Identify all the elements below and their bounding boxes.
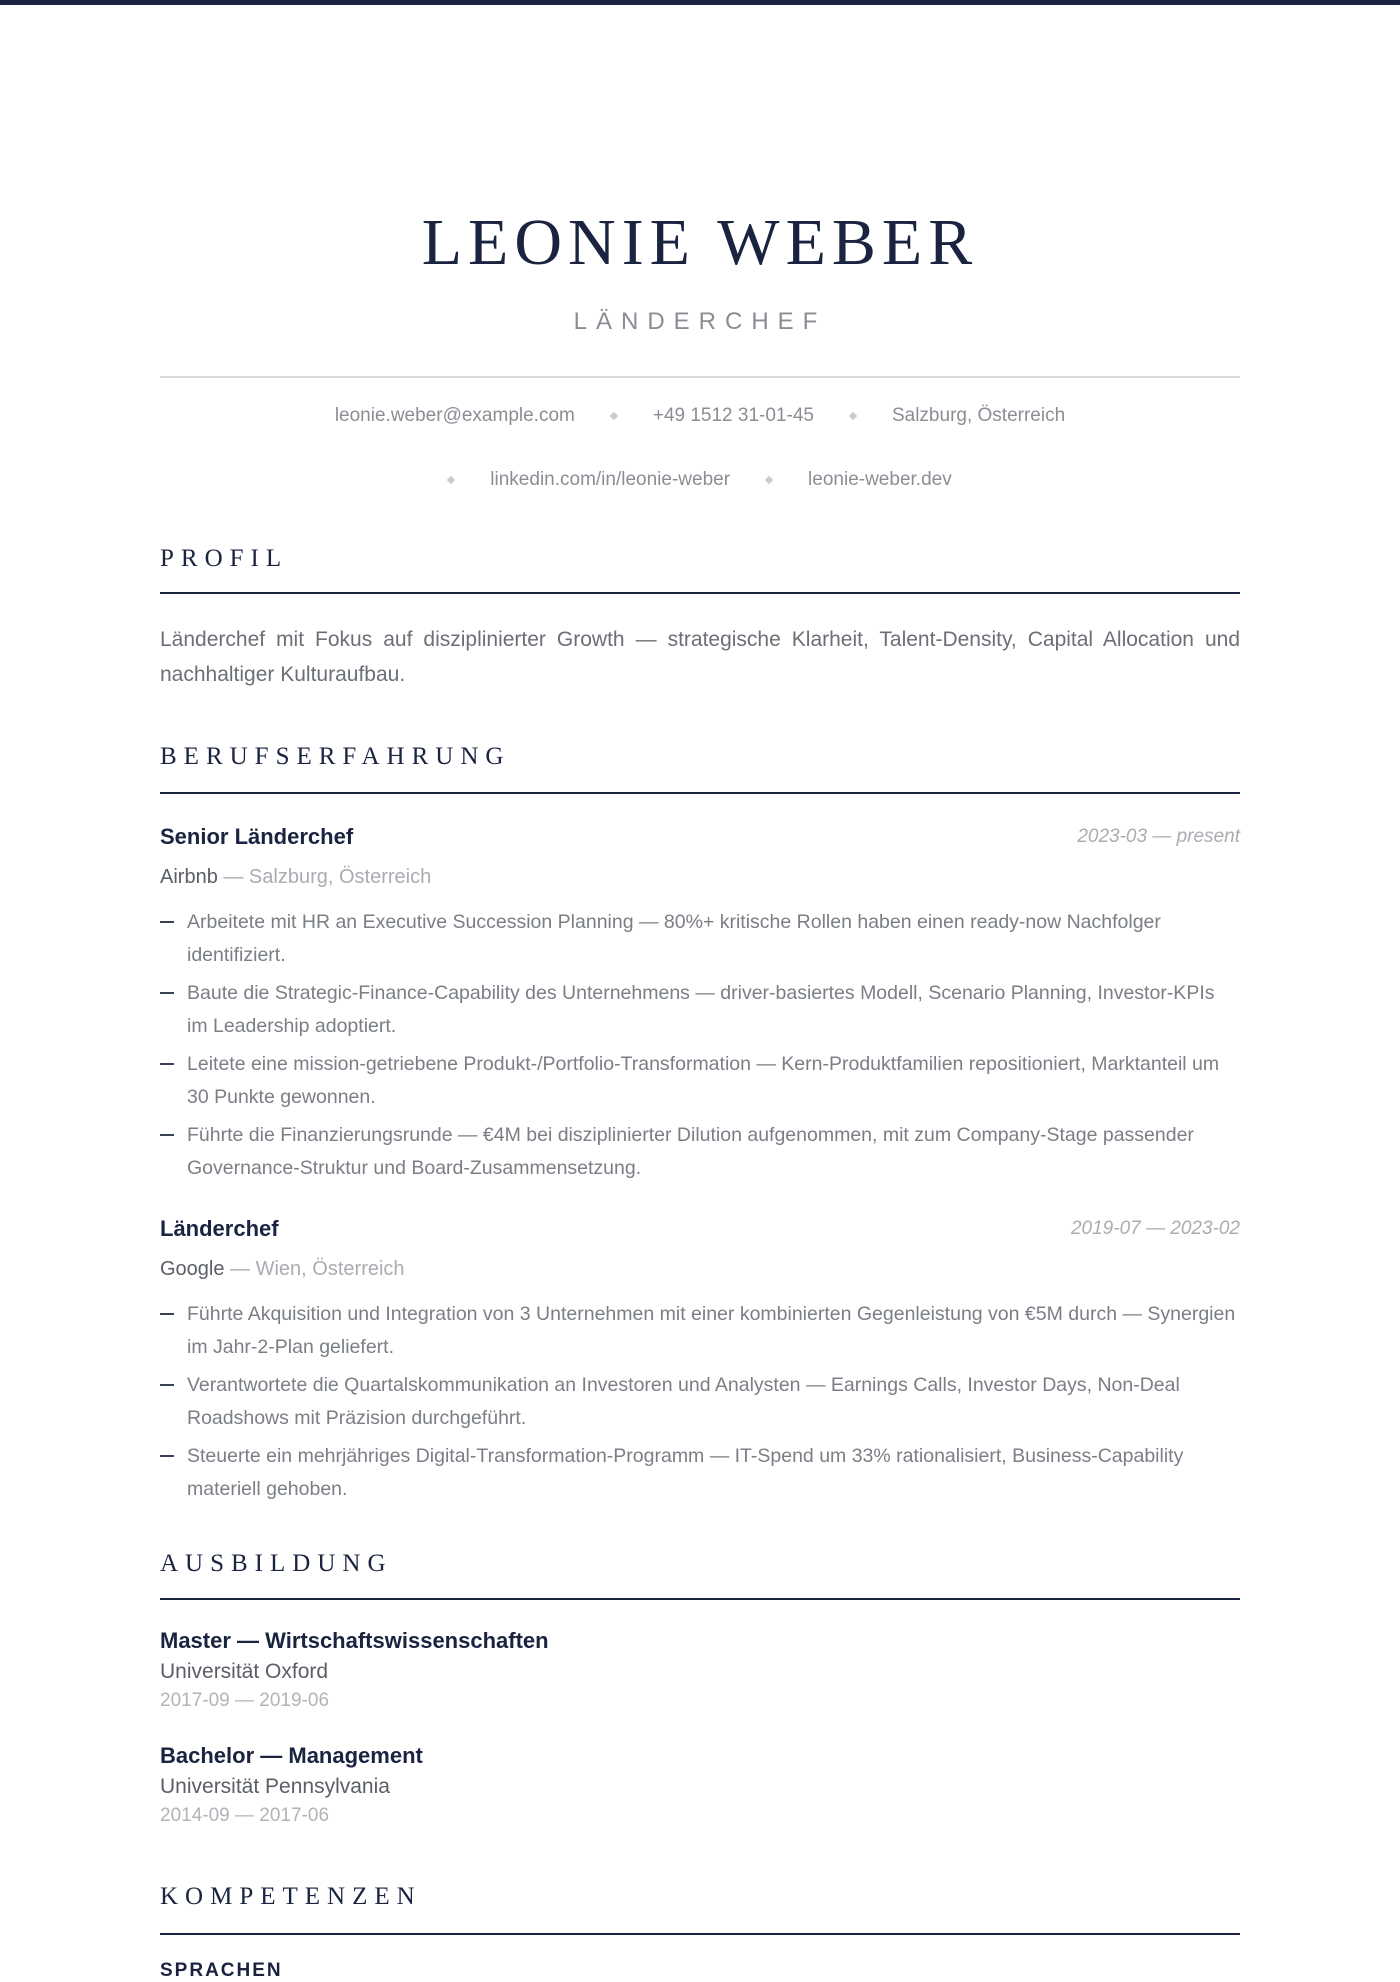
skills-languages-heading: SPRACHEN (160, 1960, 283, 1981)
job-bullet-text: Führte die Finanzierungsrunde — €4M bei disziplinierter Dilution aufgenommen, mit zum Company-Stage passender Governance-Struktur und Board-Zusammensetzung. (187, 1124, 1194, 1179)
job-bullet (160, 977, 1240, 1043)
header-divider (160, 376, 1240, 378)
candidate-name: LEONIE WEBER (421, 206, 979, 279)
job-organization (160, 866, 1240, 896)
job-location: — Wien, Österreich (224, 1258, 405, 1280)
dash-bullet-icon (160, 1063, 174, 1065)
contact-linkedin-link[interactable]: linkedin.com/in/leonie-weber (490, 469, 731, 490)
section-title-experience: BERUFSERFAHRUNG (160, 743, 511, 770)
separator-diamond-icon (849, 412, 857, 420)
section-title-education: AUSBILDUNG (160, 1550, 393, 1577)
dash-bullet-icon (160, 1384, 174, 1386)
job-bullet-text: Verantwortete die Quartalskommunikation an Investoren und Analysten — Earnings Calls, Investor Days, Non-Deal Roadshows mit Präzision durchgeführt. (187, 1374, 1180, 1429)
section-divider (160, 792, 1240, 794)
contact-website-link[interactable]: leonie-weber.dev (808, 469, 952, 490)
contact-row-primary (160, 405, 1240, 427)
job-bullet-text: Leitete eine mission-getriebene Produkt-/Portfolio-Transformation — Kern-Produktfamilien repositioniert, Marktanteil um 30 Punkte gewonnen. (187, 1053, 1220, 1108)
job-organization (160, 1258, 1240, 1288)
separator-diamond-icon (447, 476, 455, 484)
job-bullet-text: Arbeitete mit HR an Executive Succession Planning — 80%+ kritische Rollen haben einen ready-now Nachfolger identifiziert. (187, 911, 1161, 966)
job-bullet-list (160, 906, 1240, 1185)
education-school: Universität Oxford (160, 1660, 329, 1683)
job-bullet (160, 906, 1240, 972)
education-degree: Bachelor — Management (160, 1743, 423, 1768)
contact-location: Salzburg, Österreich (891, 405, 1066, 426)
section-divider (160, 592, 1240, 594)
job-bullet-text: Steuerte ein mehrjähriges Digital-Transformation-Programm — IT-Spend um 33% rationalisiert, Business-Capability materiell gehoben. (187, 1445, 1184, 1500)
top-accent-bar (0, 0, 1400, 5)
dash-bullet-icon (160, 1455, 174, 1457)
job-company: Google (160, 1258, 225, 1280)
job-bullet (160, 1369, 1240, 1435)
section-title-skills: KOMPETENZEN (160, 1883, 422, 1910)
separator-diamond-icon (765, 476, 773, 484)
dash-bullet-icon (160, 1313, 174, 1315)
education-entry (160, 1743, 1240, 1833)
job-header (160, 1216, 1240, 1250)
dash-bullet-icon (160, 921, 174, 923)
education-dates: 2014-09 — 2017-06 (160, 1805, 330, 1826)
job-entry (160, 1216, 1240, 1511)
job-header (160, 824, 1240, 858)
contact-email[interactable]: leonie.weber@example.com (334, 405, 575, 426)
section-divider (160, 1933, 1240, 1935)
contact-phone[interactable]: +49 1512 31-01-45 (652, 405, 814, 426)
dash-bullet-icon (160, 992, 174, 994)
job-bullet (160, 1048, 1240, 1114)
separator-diamond-icon (610, 412, 618, 420)
job-bullet-list (160, 1298, 1240, 1506)
education-degree: Master — Wirtschaftswissenschaften (160, 1628, 549, 1653)
job-bullet-text: Führte Akquisition und Integration von 3 Unternehmen mit einer kombinierten Gegenleistung von €5M durch — Synergien im Jahr-2-Plan geliefert. (187, 1303, 1236, 1358)
education-dates: 2017-09 — 2019-06 (160, 1690, 330, 1711)
job-bullet (160, 1298, 1240, 1364)
job-location: — Salzburg, Österreich (217, 866, 432, 888)
candidate-role: LÄNDERCHEF (573, 308, 827, 335)
section-divider (160, 1598, 1240, 1600)
job-company: Airbnb (160, 866, 218, 888)
job-title: Länderchef (160, 1216, 279, 1241)
education-school: Universität Pennsylvania (160, 1775, 390, 1798)
dash-bullet-icon (160, 1134, 174, 1136)
job-title: Senior Länderchef (160, 824, 354, 849)
section-title-profile: PROFIL (160, 545, 289, 572)
job-dates: 2023-03 — present (1077, 826, 1240, 847)
job-dates: 2019-07 — 2023-02 (1070, 1218, 1240, 1239)
job-bullet (160, 1119, 1240, 1185)
job-bullet-text: Baute die Strategic-Finance-Capability des Unternehmens — driver-basiertes Modell, Scenario Planning, Investor-KPIs im Leadership adoptiert. (187, 982, 1215, 1037)
education-entry (160, 1628, 1240, 1718)
job-bullet (160, 1440, 1240, 1506)
profile-summary: Länderchef mit Fokus auf disziplinierter Growth — strategische Klarheit, Talent-Density, Capital Allocation und nachhaltiger Kulturaufbau. (160, 628, 1240, 686)
contact-row-secondary (160, 469, 1240, 491)
job-entry (160, 824, 1240, 1190)
